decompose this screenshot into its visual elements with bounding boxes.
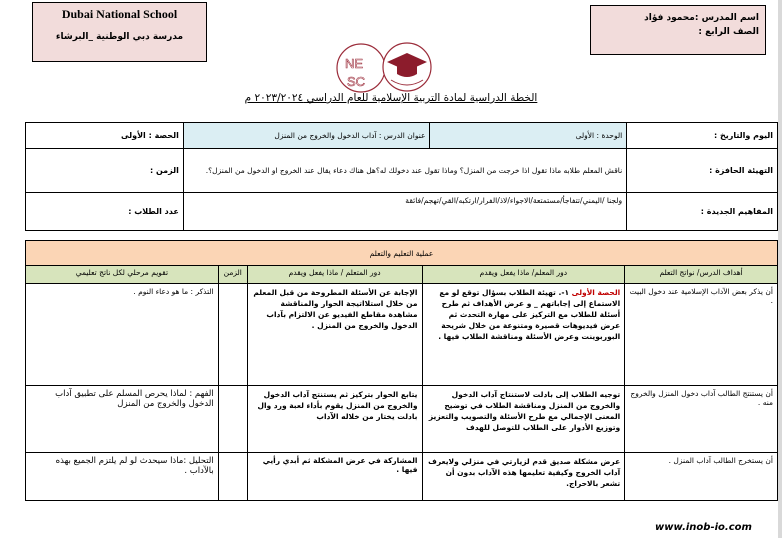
warmup-label: التهيئة الحافزة : bbox=[627, 149, 778, 193]
time-cell bbox=[218, 386, 247, 453]
lesson-info-table bbox=[25, 122, 778, 231]
evaluation: التحليل :ماذا سيحدث لو لم يلتزم الجميع بهذه بالآداب . bbox=[26, 453, 219, 501]
table-row bbox=[26, 284, 778, 386]
website-watermark: www.inob-io.com bbox=[655, 522, 752, 533]
teaching-process-table bbox=[25, 240, 778, 501]
scrollbar[interactable] bbox=[778, 0, 782, 538]
time-cell bbox=[218, 453, 247, 501]
evaluation: التذكر : ما هو دعاء النوم . bbox=[26, 284, 219, 386]
table-row bbox=[26, 386, 778, 453]
header-teacher-role: دور المعلم/ ماذا يفعل ويقدم bbox=[422, 266, 625, 284]
header-time: الزمن bbox=[218, 266, 247, 284]
svg-text:SC: SC bbox=[347, 74, 366, 89]
teacher-role: عرض مشكلة صديق قدم لزيارتي في منزلي ولايعرف آداب الخروج وكيفية تعليمها هذه الآداب بدون أن تشعر بالاحراج. bbox=[422, 453, 625, 501]
concepts-text: ولجنا /اليمني/تتفاجأ/مستمتعة/الاجواء/لاذ/الفرار/ارتكبه/القي/تهجم/فائقة bbox=[183, 193, 626, 231]
grade: الصف الرابع : bbox=[698, 27, 759, 37]
learner-role: المشاركة في عرض المشكلة ثم أبدي رأيي فيها . bbox=[247, 453, 422, 501]
warmup-text: ناقش المعلم طلابه ماذا تقول اذا خرجت من المنزل؟ وماذا تقول عند دخولك له؟هل هناك دعاء يقال عند الخروج او الدخول من المنزل؟. bbox=[183, 149, 626, 193]
school-name-en: Dubai National School bbox=[61, 7, 178, 21]
learner-role: الإجابة عن الأسئلة المطروحة من قبل المعلم من خلال استلااتيجة الحوار والمناقشة مشاهدة مقاطع الفيديو عن الالتزام بآداب الدخول والخروج من المنزل . bbox=[247, 284, 422, 386]
students-count-label: عدد الطلاب : bbox=[26, 193, 184, 231]
goal: أن يذكر بعض الآداب الإسلامية عند دخول البيت . bbox=[625, 284, 778, 386]
table-row bbox=[26, 453, 778, 501]
evaluation: الفهم : لماذا يحرص المسلم على تطبيق آداب الدخول والخروج من المنزل bbox=[26, 386, 219, 453]
header-learner-role: دور المتعلم / ماذا يفعل ويقدم bbox=[247, 266, 422, 284]
process-title: عملية التعليم والتعلم bbox=[26, 241, 778, 266]
svg-text:NE: NE bbox=[345, 56, 364, 71]
goal: أن يستنتج الطالب آداب دخول المنزل والخروج منه . bbox=[625, 386, 778, 453]
session-tag: الحصة الأولى bbox=[571, 288, 621, 297]
header-goals: أهداف الدرس/ نواتج التعلم bbox=[625, 266, 778, 284]
lesson-title: عنوان الدرس : آداب الدخول والخروج من المنزل bbox=[183, 123, 430, 149]
teacher-name: اسم المدرس :محمود فؤاد bbox=[644, 13, 759, 23]
school-name-box bbox=[32, 2, 207, 62]
day-date-label: اليوم والتاريخ : bbox=[627, 123, 778, 149]
learner-role: يتابع الحوار بتركيز ثم يستنتج آداب الدخول والخروج من المنزل يقوم بأداء لعبة ورد وال بادلت يختار من خلاله الآداب bbox=[247, 386, 422, 453]
period: الحصة : الأولى bbox=[26, 123, 184, 149]
school-logo bbox=[325, 42, 440, 94]
teacher-role: ١-. تهيئة الطلاب بسؤال توقع لو مع الاستماع إلى إجاباتهم _ و عرض الأهداف ثم طرح أسئلة للطلاب مع التركيز على مهارة التحدث ثم عرض فيديوهات قصيرة ومتنوعة من خلال شريحة البوربوينت وعرض الأسئلة ومناقشة الطلاب فيها . bbox=[438, 288, 621, 341]
teacher-role: توجيه الطلاب إلى بادلت لاستنتاج آداب الدخول والخروج من المنزل ومناقشة الطلاب في توضيح المعنى الإجمالي مع طرح الأسئلة والتصويب والتعزيز وتوزيع الأدوار على الطلاب للتوصل للهدف bbox=[422, 386, 625, 453]
goal: أن يستخرج الطالب آداب المنزل . bbox=[625, 453, 778, 501]
header-evaluation: تقويم مرحلي لكل ناتج تعليمي bbox=[26, 266, 219, 284]
school-name-ar: مدرسة دبي الوطنية _البرشاء bbox=[55, 32, 184, 42]
concepts-label: المفاهيم الجديدة : bbox=[627, 193, 778, 231]
time-label: الزمن : bbox=[26, 149, 184, 193]
plan-title: الخطة الدراسية لمادة التربية الإسلامية للعام الدراسي ٢٠٢٣/٢٠٢٤ م bbox=[244, 92, 538, 104]
teacher-box bbox=[590, 5, 766, 55]
unit: الوحدة : الأولى bbox=[430, 123, 627, 149]
time-cell bbox=[218, 284, 247, 386]
